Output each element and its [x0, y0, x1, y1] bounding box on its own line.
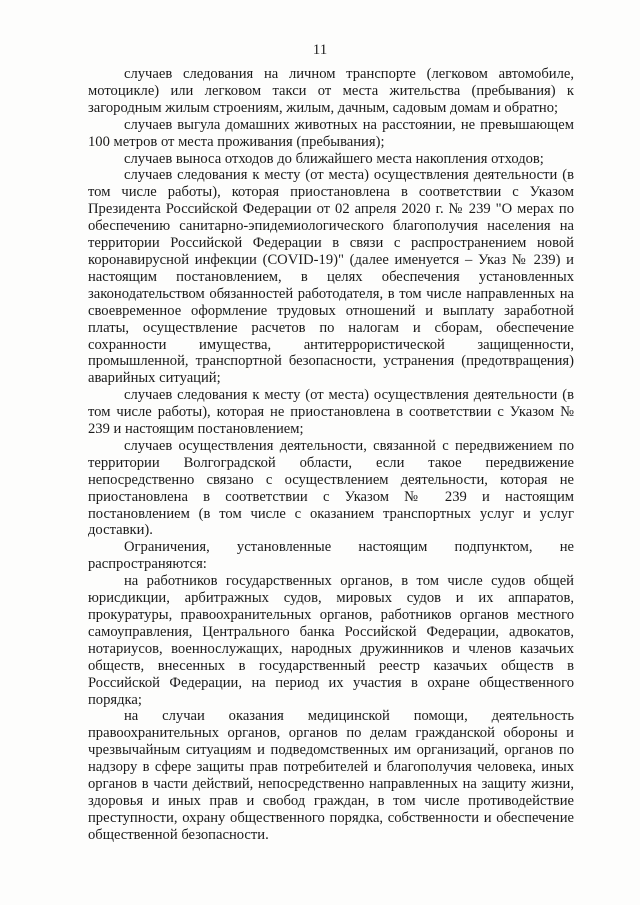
paragraph-restrictions-intro: Ограничения, установленные настоящим подпунктом, не распространяются: — [88, 539, 574, 573]
paragraph-suspended-work-travel: случаев следования к месту (от места) осуществления деятельности (в том числе работы), которая приостановлена в соответствии с Указом Президента Российской Федерации от 02 апреля 2020 г. № 239 "О мерах по обеспечению санитарно-эпидемиологического благополучия населения на территории Российской Федерации в связи с распространением новой коронавирусной инфекции (COVID-19)" (далее именуется – Указ № 239) и настоящим постановлением, в целях обеспечения установленных законодательством обязанностей работодателя, в том числе направленных на своевременное оформление трудовых отношений и выплату заработной платы, осуществление расчетов по налогам и сборам, обеспечение сохранности имущества, антитеррористической защищенности, промышленной, транспортной безопасности, устранения (предотвращения) аварийных ситуаций; — [88, 167, 574, 387]
paragraph-waste-disposal: случаев выноса отходов до ближайшего места накопления отходов; — [124, 150, 544, 167]
paragraph-regional-movement: случаев осуществления деятельности, связанной с передвижением по территории Волгоградской области, если такое передвижение непосредственно связано с осуществлением деятельности, которая не приостановлена в соответствии с Указом № 239 и настоящим постановлением (в том числе с оказанием транспортных услуг и услуг доставки). — [88, 437, 574, 539]
document-body — [88, 66, 574, 844]
paragraph-personal-transport: случаев следования на личном транспорте (легковом автомобиле, мотоцикле) или легковом такси от места жительства (пребывания) к загородным жилым строениям, жилым, дачным, садовым домам и обратно; — [88, 66, 574, 116]
page-number: 11 — [312, 42, 328, 58]
paragraph-pet-walking: случаев выгула домашних животных на расстоянии, не превышающем 100 метров от места проживания (пребывания); — [88, 116, 574, 150]
paragraph-exempt-officials: на работников государственных органов, в том числе судов общей юрисдикции, арбитражных судов, мировых судов и их аппаратов, прокуратуры, правоохранительных органов, работников органов местного самоуправления, Центрального банка Российской Федерации, адвокатов, нотариусов, военнослужащих, народных дружинников и членов казачьих обществ, внесенных в государственный реестр казачьих обществ в Российской Федерации, на период их участия в охране общественного порядка; — [88, 573, 574, 708]
paragraph-exempt-services: на случаи оказания медицинской помощи, деятельность правоохранительных органов, органов по делам гражданской обороны и чрезвычайным ситуациям и подведомственных им организаций, органов по надзору в сфере защиты прав потребителей и благополучия человека, иных органов в части действий, непосредственно направленных на защиту жизни, здоровья и иных прав и свобод граждан, в том числе противодействие преступности, охрану общественного порядка, собственности и обеспечение общественной безопасности. — [88, 708, 574, 843]
paragraph-active-work-travel: случаев следования к месту (от места) осуществления деятельности (в том числе работы), которая не приостановлена в соответствии с Указом № 239 и настоящим постановлением; — [88, 387, 574, 438]
